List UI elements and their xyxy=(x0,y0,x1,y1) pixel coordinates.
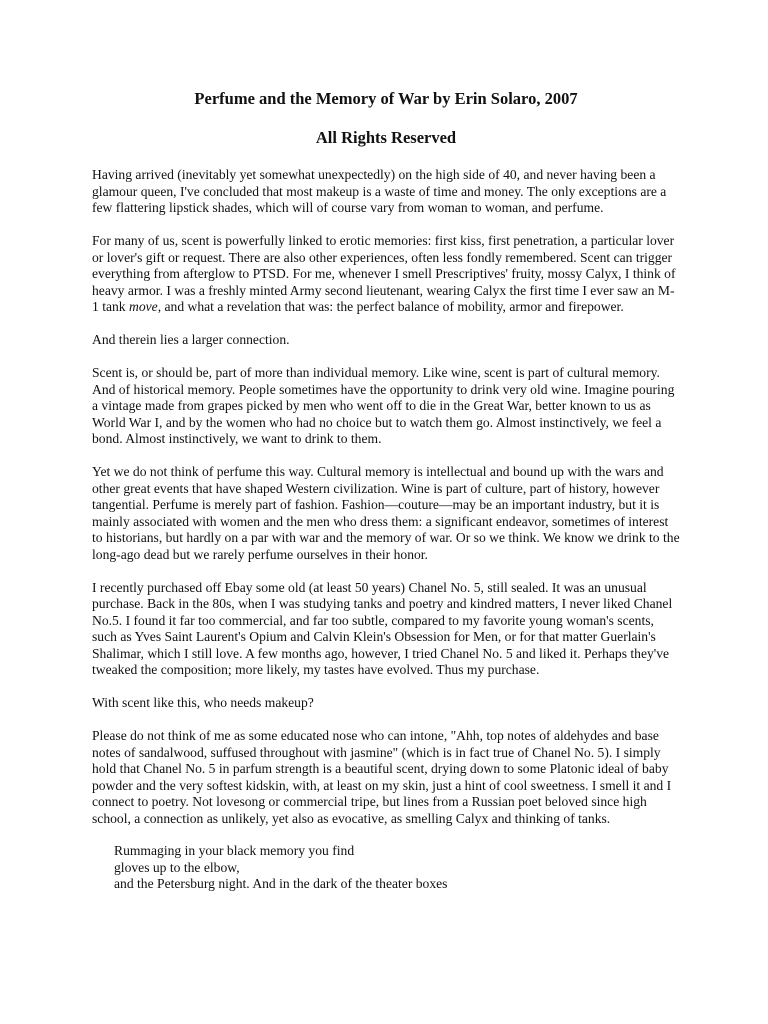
poem-line-2: gloves up to the elbow, xyxy=(114,859,240,875)
document-page xyxy=(92,88,680,893)
document-subtitle: All Rights Reserved xyxy=(315,128,457,147)
paragraph-7: With scent like this, who needs makeup? xyxy=(92,695,314,710)
paragraph-3: And therein lies a larger connection. xyxy=(92,332,290,347)
paragraph-2-emphasis: move xyxy=(129,299,158,314)
paragraph-8: Please do not think of me as some educated nose who can intone, "Ahh, top notes of aldehydes and base notes of sandalwood, suffused throughout with jasmine" (which is in fact true of Chanel No. 5). I simply hold that Chanel No. 5 in parfum strength is a beautiful scent, drying down to some Platonic ideal of baby powder and the very softest kidskin, with, at least on my skin, just a hint of cool sweetness. I smell it and I connect to poetry. Not lovesong or commercial tripe, but lines from a Russian poet beloved since high school, a connection as unlikely, yet also as evocative, as smelling Calyx and thinking of tanks. xyxy=(92,728,672,826)
paragraph-5: Yet we do not think of perfume this way. Cultural memory is intellectual and bound up with the wars and other great events that have shaped Western civilization. Wine is part of culture, part of history, however tangential. Perfume is merely part of fashion. Fashion—couture—may be an important industry, but it is mainly associated with women and the men who dress them: a significant endeavor, sometimes of interest to historians, but hardly on a par with war and the memory of war. Or so we think. We know we drink to the long-ago dead but we rarely perfume ourselves in their honor. xyxy=(92,464,680,562)
poem-line-3: and the Petersburg night. And in the dark of the theater boxes xyxy=(114,876,448,891)
poem-line-1: Rummaging in your black memory you find xyxy=(114,843,355,858)
paragraph-1: Having arrived (inevitably yet somewhat unexpectedly) on the high side of 40, and never having been a glamour queen, I've concluded that most makeup is a waste of time and money. The only exceptions are a few flattering lipstick shades, which will of course vary from woman to woman, and perfume. xyxy=(92,167,667,215)
poem-excerpt xyxy=(114,843,680,893)
paragraph-4: Scent is, or should be, part of more than individual memory. Like wine, scent is part of cultural memory. And of historical memory. People sometimes have the opportunity to drink very old wine. Imagine pouring a vintage made from grapes picked by men who went off to die in the Great War, better known to us as World War I, and by the women who had no choice but to watch them go. Almost instinctively, we feel a bond. Almost instinctively, we want to drink to them. xyxy=(92,365,675,446)
paragraph-2-text-b: , and what a revelation that was: the perfect balance of mobility, armor and firepower. xyxy=(157,299,624,314)
paragraph-6: I recently purchased off Ebay some old (at least 50 years) Chanel No. 5, still sealed. It was an unusual purchase. Back in the 80s, when I was studying tanks and poetry and kindred matters, I never liked Chanel No.5. I found it far too commercial, and far too subtle, compared to my favorite young woman's scents, such as Yves Saint Laurent's Opium and Calvin Klein's Obsession for Men, or for that matter Guerlain's Shalimar, which I still love. A few months ago, however, I tried Chanel No. 5 and liked it. Perhaps they've tweaked the composition; more likely, my tastes have evolved. Thus my purchase. xyxy=(92,579,673,677)
paragraph-2 xyxy=(92,233,680,316)
document-title: Perfume and the Memory of War by Erin Solaro, 2007 xyxy=(194,89,578,108)
paragraph-2-text-a: For many of us, scent is powerfully linked to erotic memories: first kiss, first penetration, a particular lover or lover's gift or request. There are also other experiences, often less fondly remembered. Scent can trigger everything from afterglow to PTSD. For me, whenever I smell Prescriptives' fruity, mossy Calyx, I think of heavy armor. I was a freshly minted Army second lieutenant, wearing Calyx the first time I ever saw an M-1 tank xyxy=(92,233,676,314)
